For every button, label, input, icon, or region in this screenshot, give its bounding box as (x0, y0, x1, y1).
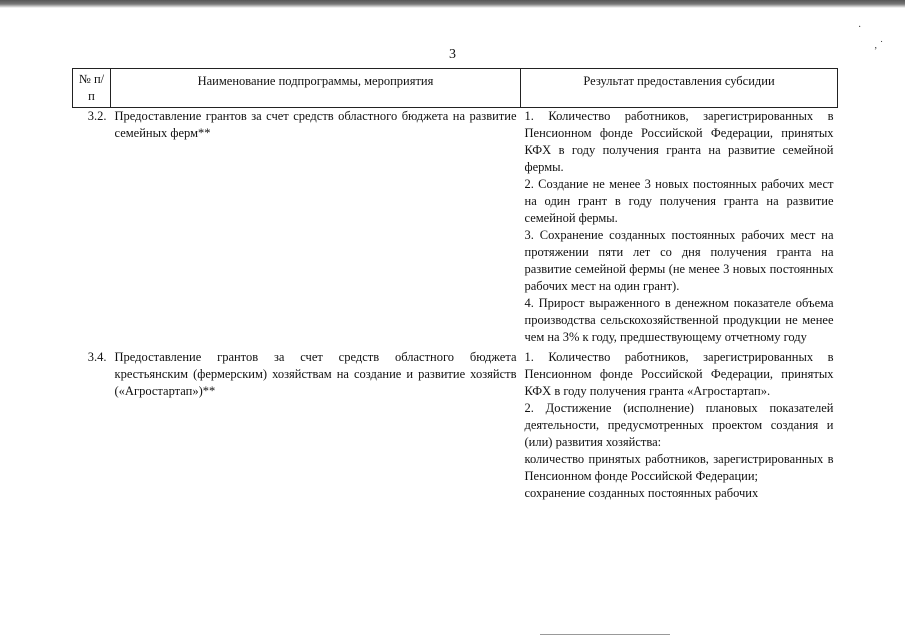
header-num: № п/п (73, 69, 111, 108)
scan-speck: · (858, 22, 862, 33)
result-item: 4. Прирост выраженного в денежном показателе объема производства сельскохозяйственной продукции не менее чем на 3% к году, предшествующему отчетному году (524, 296, 834, 344)
row-results (521, 349, 838, 502)
result-item: 3. Сохранение созданных постоянных рабочих мест на протяжении пяти лет со дня получения гранта на развитие семейной фермы (не менее 3 новых постоянных рабочих мест на один грант). (524, 228, 834, 293)
table-row (73, 108, 838, 350)
row-results (521, 108, 838, 350)
row-name (111, 349, 521, 502)
row-name (111, 108, 521, 350)
row-number: 3.4. (87, 350, 107, 364)
result-item: 1. Количество работников, зарегистрированных в Пенсионном фонде Российской Федерации, принятых КФХ в году получения гранта на развитие семейной фермы. (524, 109, 834, 174)
result-item: 1. Количество работников, зарегистрированных в Пенсионном фонде Российской Федерации, принятых КФХ в году получения гранта «Агростартап». (524, 350, 834, 398)
row-number: 3.2. (87, 109, 107, 123)
header-result: Результат предоставления субсидии (521, 69, 838, 108)
table-header-row (73, 69, 838, 108)
result-item: сохранение созданных постоянных рабочих (524, 486, 759, 500)
row-name-text: Предоставление грантов за счет средств областного бюджета крестьянским (фермерским) хозяйствам на создание и развитие хозяйств («Агростартап»)** (114, 350, 517, 398)
result-item: количество принятых работников, зарегистрированных в Пенсионном фонде Российской Федерации; (524, 452, 834, 483)
header-name: Наименование подпрограммы, мероприятия (111, 69, 521, 108)
result-item: 2. Создание не менее 3 новых постоянных рабочих мест на один грант в году получения гранта на развитие семейной фермы. (524, 177, 834, 225)
scan-bottom-line (540, 634, 670, 635)
scan-speck: ‚ ˙ (874, 40, 884, 51)
scan-edge-bar (0, 0, 905, 8)
result-item: 2. Достижение (исполнение) плановых показателей деятельности, предусмотренных проектом создания и (или) развития хозяйства: (524, 401, 834, 449)
page-number: 3 (449, 47, 456, 62)
row-name-text: Предоставление грантов за счет средств областного бюджета на развитие семейных ферм** (114, 109, 517, 140)
table-row (73, 349, 838, 502)
subsidy-results-table (72, 68, 838, 502)
